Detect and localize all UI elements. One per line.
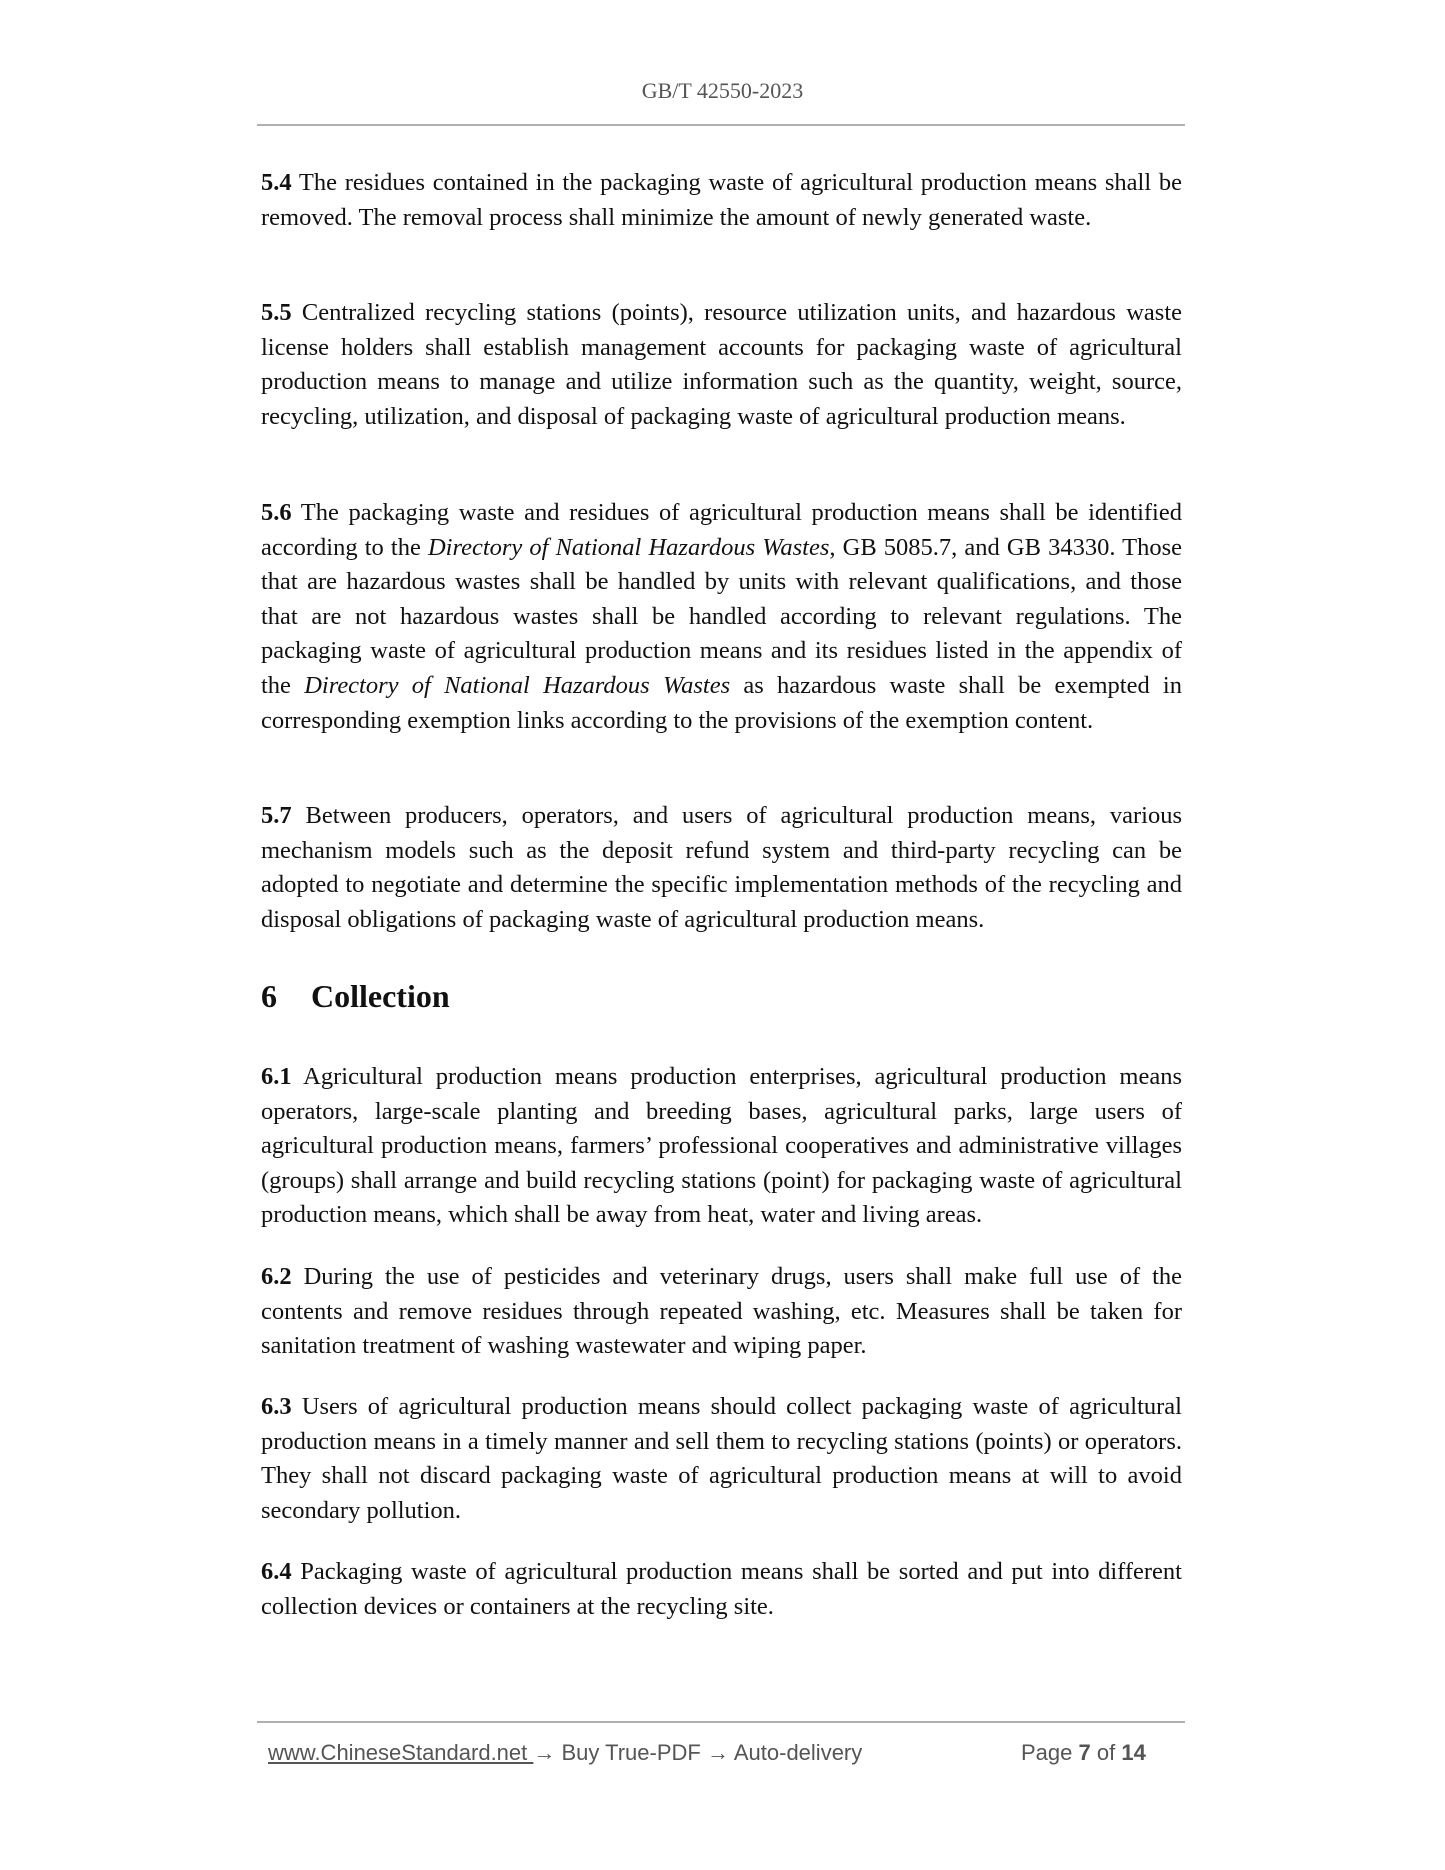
clause-text: During the use of pesticides and veterinary drugs, users shall make full use of the contents and remove residues through repeated washing, etc. Measures shall be taken for sanitation treatment of washing wastewater and wiping paper. [261,1263,1182,1360]
clause-number: 6.3 [261,1393,292,1420]
clause-text: as hazardous waste shall be exempted in corresponding exemption links according to the provisions of the exemption content. [261,671,1182,734]
current-page: 7 [1078,1740,1091,1765]
clause-5-5 [261,296,1182,434]
clause-number: 6.1 [261,1063,292,1090]
clause-number: 6.4 [261,1558,292,1585]
section-number: 6 [261,978,277,1014]
buy-text: Buy True-PDF [555,1740,707,1765]
clause-text: The residues contained in the packaging waste of agricultural production means shall be removed. The removal process shall minimize the amount of newly generated waste. [261,169,1182,231]
reference-title: Directory of National Hazardous Wastes [427,533,830,561]
clause-number: 5.7 [261,802,292,829]
clause-text: Agricultural production means production enterprises, agricultural production means operators, large-scale planting and breeding bases, agricultural parks, large users of agricultural production means, farmers’ professional cooperatives and administrative villages (groups) shall arrange and build recycling stations (point) for packaging waste of agricultural production means, which shall be away from heat, water and living areas. [261,1063,1182,1229]
of-label: of [1090,1740,1122,1765]
footer-divider [257,1721,1185,1723]
clause-6-1 [261,1060,1182,1233]
clause-5-4 [261,166,1182,235]
arrow-right-icon: → [533,1740,556,1765]
section-heading-6 [261,978,450,1015]
clause-number: 5.6 [261,499,292,526]
clause-6-2 [261,1260,1182,1364]
reference-title: Directory of National Hazardous Wastes [304,671,731,699]
document-id-header: GB/T 42550-2023 [641,78,804,103]
clause-5-7 [261,799,1182,937]
clause-number: 6.2 [261,1263,292,1290]
clause-text: The packaging waste and residues of agricultural production means shall be identified according to the [261,499,1182,561]
total-pages: 14 [1121,1740,1146,1765]
page-label: Page [1021,1740,1079,1765]
section-title: Collection [311,978,450,1014]
clause-text: Centralized recycling stations (points), resource utilization units, and hazardous waste license holders shall establish management accounts for packaging waste of agricultural production means to manage and utilize information such as the quantity, weight, source, recycling, utilization, and disposal of packaging waste of agricultural production means. [261,299,1182,430]
clause-6-4 [261,1555,1182,1624]
clause-text: Between producers, operators, and users of agricultural production means, various mechanism models such as the deposit refund system and third-party recycling can be adopted to negotiate and determine the specific implementation methods of the recycling and disposal obligations of packaging waste of agricultural production means. [261,802,1182,933]
clause-number: 5.4 [261,169,292,196]
delivery-text: Auto-delivery [728,1740,863,1765]
clause-text: Packaging waste of agricultural production means shall be sorted and put into different collection devices or containers at the recycling site. [261,1558,1182,1620]
clause-text: Users of agricultural production means should collect packaging waste of agricultural production means in a timely manner and sell them to recycling stations (points) or operators. They shall not discard packaging waste of agricultural production means at will to avoid secondary pollution. [261,1393,1182,1524]
page-indicator [1021,1740,1146,1766]
clause-5-6 [261,496,1182,738]
arrow-right-icon: → [706,1740,729,1765]
footer-promo [268,1740,862,1766]
header-divider [257,124,1185,126]
clause-6-3 [261,1390,1182,1528]
clause-text: , GB 5085.7, and GB 34330. Those that are hazardous wastes shall be handled by units with relevant qualifications, and those that are not hazardous wastes shall be handled according to relevant regulations. The packaging waste of agricultural production means and its residues listed in the appendix of the [261,533,1183,699]
website-link[interactable]: www.ChineseStandard.net [268,1740,534,1765]
clause-number: 5.5 [261,299,292,326]
